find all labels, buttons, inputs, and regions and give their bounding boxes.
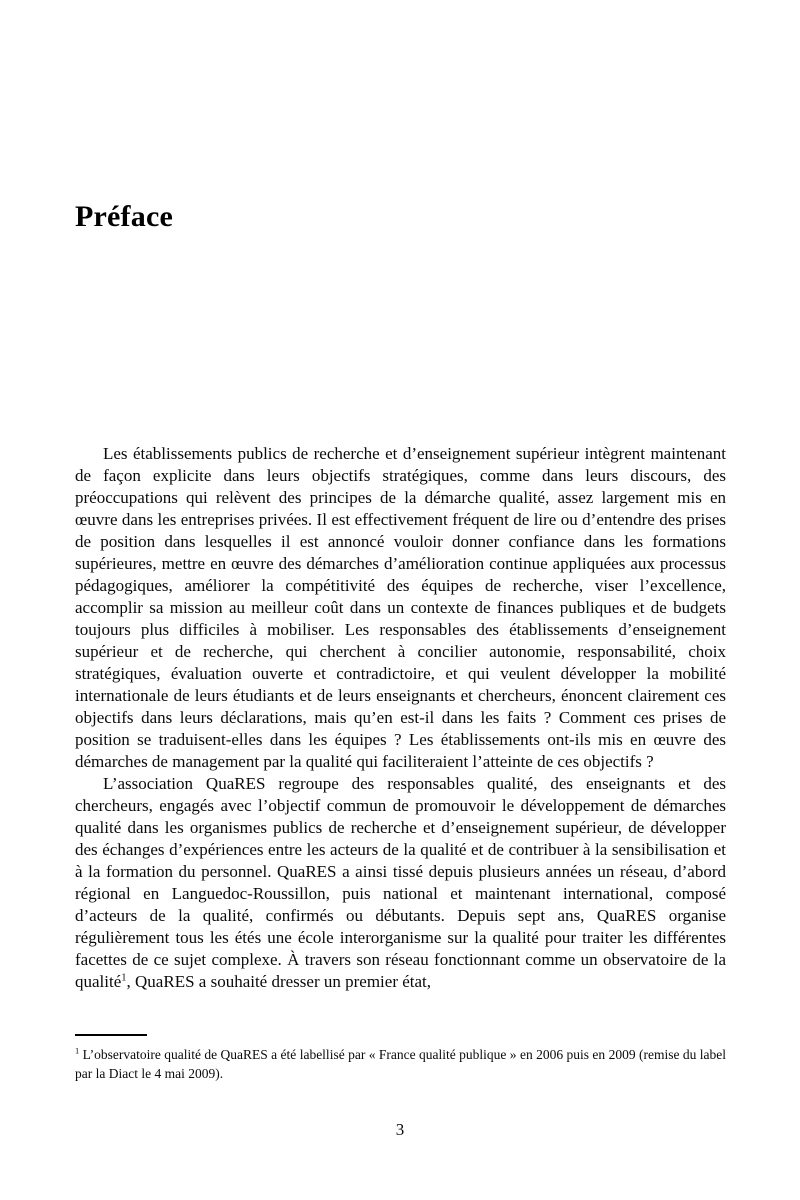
paragraph [75, 773, 726, 993]
paragraph-text: L’association QuaRES regroupe des responsables qualité, des enseignants et des chercheurs, engagés avec l’objectif commun de promouvoir le développement de démarches qualité dans les organismes publics de recherche et d’enseignement supérieur, de développer des échanges d’expériences entre les acteurs de la qualité et de contribuer à la sensibilisation et à la formation du personnel. QuaRES a ainsi tissé depuis plusieurs années un réseau, d’abord régional en Languedoc-Roussillon, puis national et maintenant international, composé d’acteurs de la qualité, confirmés ou débutants. Depuis sept ans, QuaRES organise régulièrement tous les étés une école interorganisme sur la qualité pour traiter les différentes facettes de ce sujet complexe. À travers son réseau fonctionnant comme un observatoire de la qualité [75, 774, 726, 991]
footnote-marker: 1 [75, 1046, 80, 1056]
footnote-reference: 1 [121, 972, 127, 984]
footnote-text: L’observatoire qualité de QuaRES a été labellisé par « France qualité publique » en 2006 puis en 2009 (remise du label par la Diact le 4 mai 2009). [75, 1047, 727, 1081]
body-text [75, 443, 726, 993]
footnote [75, 1045, 726, 1083]
page-number: 3 [395, 1120, 405, 1139]
page-title: Préface [75, 200, 173, 233]
footnote-area [75, 1034, 726, 1083]
paragraph: Les établissements publics de recherche et d’enseignement supérieur intègrent maintenant de façon explicite dans leurs objectifs stratégiques, comme dans leurs discours, des préoccupations qui relèvent des principes de la démarche qualité, assez largement mis en œuvre dans les entreprises privées. Il est effectivement fréquent de lire ou d’entendre des prises de position dans lesquelles il est annoncé vouloir donner confiance dans les formations supérieures, mettre en œuvre des démarches d’amélioration continue appliquées aux processus pédagogiques, améliorer la compétitivité des équipes de recherche, viser l’excellence, accomplir sa mission au meilleur coût dans un contexte de finances publiques et de budgets toujours plus difficiles à mobiliser. Les responsables des établissements d’enseignement supérieur et de recherche, qui cherchent à concilier autonomie, responsabilité, choix stratégiques, évaluation ouverte et contradictoire, et qui veulent développer la mobilité internationale de leurs étudiants et de leurs enseignants et chercheurs, énoncent clairement ces objectifs dans leurs déclarations, mais qu’en est-il dans les faits ? Comment ces prises de position se traduisent-elles dans les équipes ? Les établissements ont-ils mis en œuvre des démarches de management par la qualité qui faciliteraient l’atteinte de ces objectifs ? [75, 444, 726, 771]
paragraph-text: , QuaRES a souhaité dresser un premier état, [126, 972, 432, 991]
footnote-separator [75, 1034, 147, 1036]
